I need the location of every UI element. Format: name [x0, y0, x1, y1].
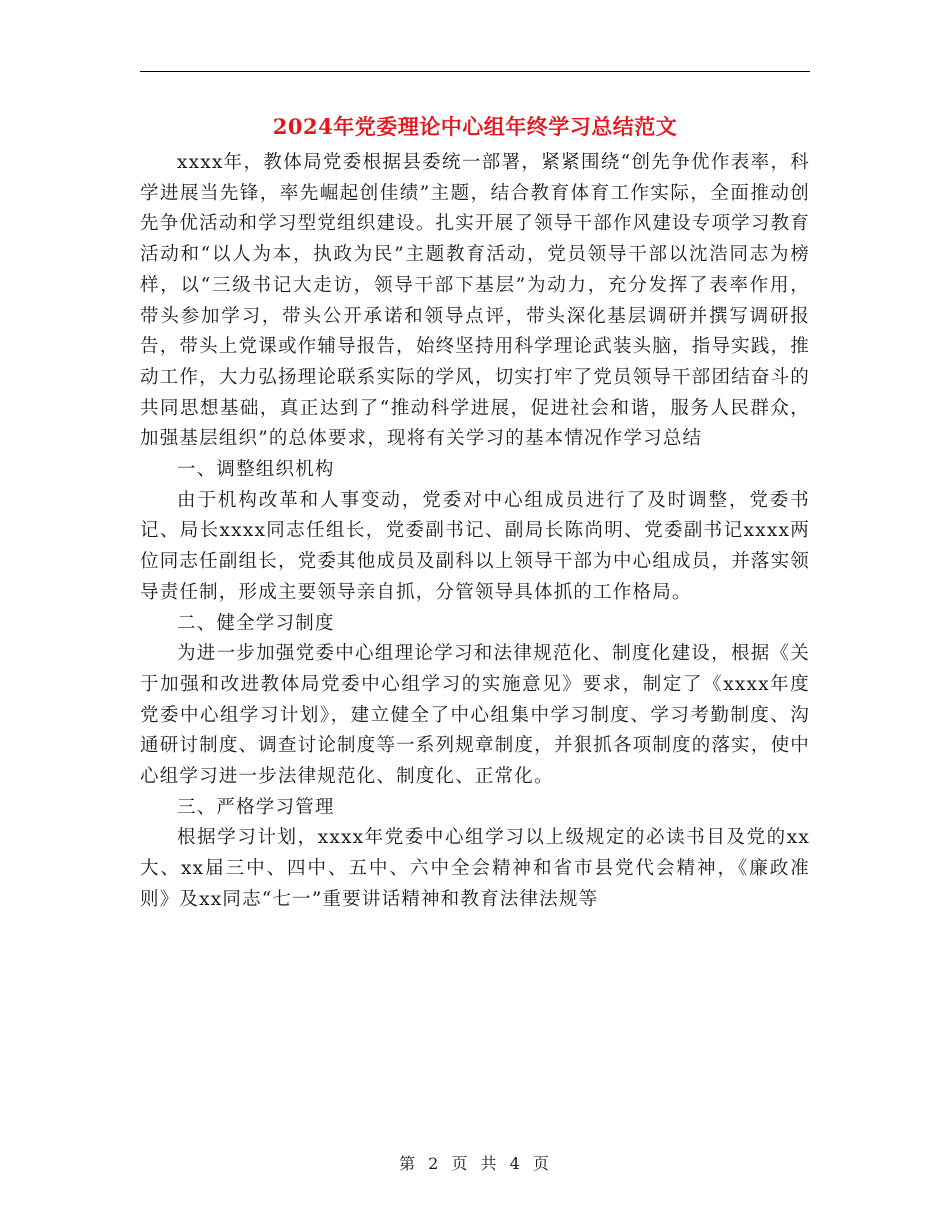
header-rule [140, 71, 810, 72]
paragraph-section-2: 为进一步加强党委中心组理论学习和法律规范化、制度化建设，根据《关于加强和改进教体局党委中心组学习的实施意见》要求，制定了《xxxx年度党委中心组学习计划》，建立健全了中心组集中学习制度、学习考勤制度、沟通研讨制度、调查讨论制度等一系列规章制度，并狠抓各项制度的落实，使中心组学习进一步法律规范化、制度化、正常化。 [140, 643, 810, 788]
section-heading-3: 三、严格学习管理 [177, 796, 335, 818]
section-heading-1: 一、调整组织机构 [177, 459, 335, 481]
section-heading-2: 二、健全学习制度 [177, 612, 335, 634]
paragraph-intro: xxxx年，教体局党委根据县委统一部署，紧紧围绕“创先争优作表率，科学进展当先锋，率先崛起创佳绩”主题，结合教育体育工作实际，全面推动创先争优活动和学习型党组织建设。扎实开展了领导干部作风建设专项学习教育活动和“以人为本，执政为民”主题教育活动，党员领导干部以沈浩同志为榜样，以“三级书记大走访，领导干部下基层”为动力，充分发挥了表率作用，带头参加学习，带头公开承诺和领导点评，带头深化基层调研并撰写调研报告，带头上党课或作辅导报告，始终坚持用科学理论武装头脑，指导实践，推动工作，大力弘扬理论联系实际的学风，切实打牢了党员领导干部团结奋斗的共同思想基础，真正达到了“推动科学进展，促进社会和谐，服务人民群众，加强基层组织”的总体要求，现将有关学习的基本情况作学习总结 [140, 152, 810, 450]
document-body [140, 148, 810, 916]
paragraph-section-3: 根据学习计划，xxxx年党委中心组学习以上级规定的必读书目及党的xx大、xx届三中、四中、五中、六中全会精神和省市县党代会精神，《廉政准则》及xx同志“七一”重要讲话精神和教育法律法规等 [140, 827, 810, 910]
page-number-footer: 第 2 页 共 4 页 [399, 1154, 551, 1173]
document-title: 2024年党委理论中心组年终学习总结范文 [272, 114, 678, 139]
paragraph-section-1: 由于机构改革和人事变动，党委对中心组成员进行了及时调整，党委书记、局长xxxx同志任组长，党委副书记、副局长陈尚明、党委副书记xxxx两位同志任副组长，党委其他成员及副科以上领导干部为中心组成员，并落实领导责任制，形成主要领导亲自抓，分管领导具体抓的工作格局。 [140, 489, 810, 603]
